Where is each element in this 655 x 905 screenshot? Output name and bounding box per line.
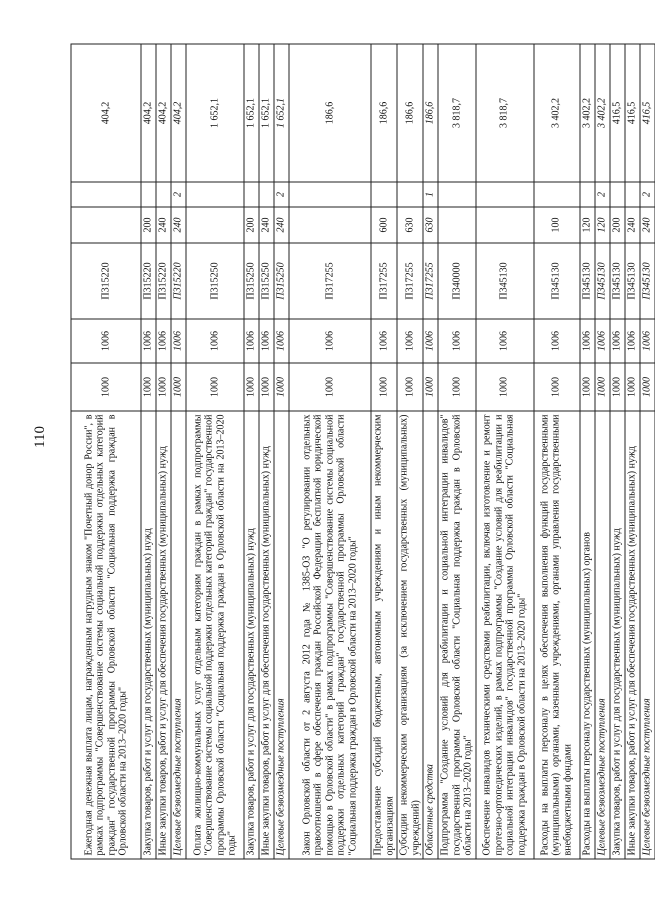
row-name: Закупка товаров, работ и услуг для государственных (муниципальных) нужд [244,411,259,859]
row-target-code: П315250 [259,243,274,319]
row-subsection: 1006 [244,319,259,363]
row-expense-type: 630 [423,207,438,243]
row-amount: 404,2 [141,44,156,182]
row-target-code: П317255 [371,243,397,319]
row-source: 2 [274,182,289,207]
table-row [594,44,609,859]
row-amount: 3 402,2 [594,44,609,182]
row-subsection: 1006 [397,319,423,363]
row-source [289,182,371,207]
table-row [141,44,156,859]
row-amount: 186,6 [289,44,371,182]
row-name: Целевые безвозмездные поступления [274,411,289,859]
budget-table [70,44,655,860]
table-row [533,44,579,859]
row-target-code: П345130 [609,243,624,319]
row-source [71,182,141,207]
row-name: Иные закупки товаров, работ и услуг для обеспечения государственных (муниципальных) нужд [624,411,639,859]
row-target-code: П315250 [274,243,289,319]
row-amount: 1 652,1 [186,44,244,182]
row-source [186,182,244,207]
row-target-code: П317255 [289,243,371,319]
table-row [71,44,141,859]
row-subsection: 1006 [475,319,533,363]
table-row [423,44,438,859]
row-section: 1000 [259,363,274,411]
row-subsection: 1006 [594,319,609,363]
row-expense-type: 240 [274,207,289,243]
row-expense-type [186,207,244,243]
row-subsection: 1006 [156,319,171,363]
table-row [609,44,624,859]
row-name: Закон Орловской области от 2 августа 2012 года № 1385-ОЗ "О регулировании отдельных правоотношений в сфере обеспечения граждан Российской Федерации бесплатной юридической помощью в Орловской области" в рамках подпрограммы "Совершенствование системы социальной поддержки отдельных категорий граждан" государственной программы Орловской области "Социальная поддержка граждан в Орловской области на 2013–2020 годы" [289,411,371,859]
row-name: Расходы на выплаты персоналу государственных (муниципальных) органов [579,411,594,859]
row-source [579,182,594,207]
row-section: 1000 [639,363,654,411]
table-row [579,44,594,859]
row-expense-type: 100 [533,207,579,243]
row-section: 1000 [244,363,259,411]
row-target-code: П315220 [141,243,156,319]
table-row [186,44,244,859]
row-subsection: 1006 [71,319,141,363]
table-row [475,44,533,859]
row-subsection: 1006 [423,319,438,363]
row-section: 1000 [579,363,594,411]
row-target-code: П345130 [594,243,609,319]
row-name: Субсидии некоммерческим организациям (за исключением государственных (муниципальных) учреждений) [397,411,423,859]
row-section: 1000 [533,363,579,411]
row-amount: 416,5 [624,44,639,182]
row-amount: 404,2 [171,44,186,182]
row-expense-type: 200 [609,207,624,243]
row-expense-type: 240 [624,207,639,243]
row-source [533,182,579,207]
row-amount: 404,2 [156,44,171,182]
row-amount: 404,2 [71,44,141,182]
row-name: Закупка товаров, работ и услуг для государственных (муниципальных) нужд [609,411,624,859]
row-subsection: 1006 [579,319,594,363]
row-source: 2 [639,182,654,207]
row-name: Оплата жилищно-коммунальных услуг отдельным категориям граждан в рамках подпрограммы "Совершенствование системы социальной поддержки отдельных категорий граждан" государственной программы Орловской области "Социальная поддержка граждан в Орловской области на 2013–2020 годы" [186,411,244,859]
row-name: Предоставление субсидий бюджетным, автономным учреждениям и иным некоммерческим организациям [371,411,397,859]
table-row [438,44,476,859]
row-section: 1000 [274,363,289,411]
row-target-code: П345130 [533,243,579,319]
table-row [289,44,371,859]
table-row [624,44,639,859]
row-expense-type: 240 [259,207,274,243]
row-amount: 416,5 [639,44,654,182]
table-row [639,44,654,859]
row-target-code: П345130 [639,243,654,319]
row-expense-type [438,207,476,243]
row-section: 1000 [397,363,423,411]
row-target-code: П315220 [156,243,171,319]
row-source [156,182,171,207]
page-number-text: 110 [32,426,48,448]
row-amount: 1 652,1 [259,44,274,182]
row-subsection: 1006 [186,319,244,363]
row-amount: 1 652,1 [244,44,259,182]
row-subsection: 1006 [438,319,476,363]
row-amount: 416,5 [609,44,624,182]
row-section: 1000 [186,363,244,411]
row-expense-type: 200 [141,207,156,243]
row-expense-type [71,207,141,243]
row-name: Обеспечение инвалидов техническими средствами реабилитации, включая изготовление и ремонт протезно-ортопедических изделий, в рамках подпрограммы "Создание условий для реабилитации и социальной интеграции инвалидов" государственной программы Орловской области "Социальная поддержка граждан в Орловской области на 2013–2020 годы" [475,411,533,859]
row-expense-type: 240 [156,207,171,243]
row-section: 1000 [438,363,476,411]
row-amount: 186,6 [423,44,438,182]
row-target-code: П345130 [475,243,533,319]
row-source [141,182,156,207]
row-amount: 3 818,7 [475,44,533,182]
row-section: 1000 [475,363,533,411]
row-target-code: П315250 [244,243,259,319]
row-expense-type: 200 [244,207,259,243]
row-source: 2 [594,182,609,207]
row-expense-type: 120 [579,207,594,243]
row-source: 2 [171,182,186,207]
row-expense-type [475,207,533,243]
row-name: Подпрограмма "Создание условий для реабилитации и социальной интеграции инвалидов" государственной программы Орловской области "Социальная поддержка граждан в Орловской области на 2013–2020 годы" [438,411,476,859]
table-row [397,44,423,859]
row-subsection: 1006 [609,319,624,363]
row-section: 1000 [71,363,141,411]
row-target-code: П315250 [186,243,244,319]
row-name: Расходы на выплаты персоналу в целях обеспечения выполнения функций государственными (муниципальными) органами, казенными учреждениями, органами управления государственными внебюджетными фондами [533,411,579,859]
row-source [609,182,624,207]
row-subsection: 1006 [624,319,639,363]
row-source [624,182,639,207]
row-target-code: П315220 [71,243,141,319]
row-amount: 3 818,7 [438,44,476,182]
table-row [274,44,289,859]
row-section: 1000 [609,363,624,411]
row-subsection: 1006 [141,319,156,363]
row-section: 1000 [594,363,609,411]
row-target-code: П340000 [438,243,476,319]
row-section: 1000 [156,363,171,411]
row-subsection: 1006 [171,319,186,363]
row-subsection: 1006 [533,319,579,363]
row-name: Целевые безвозмездные поступления [639,411,654,859]
row-target-code: П345130 [624,243,639,319]
row-section: 1000 [289,363,371,411]
row-expense-type [289,207,371,243]
table-row [156,44,171,859]
row-source [438,182,476,207]
row-amount: 3 402,2 [533,44,579,182]
row-amount: 186,6 [371,44,397,182]
row-name: Целевые безвозмездные поступления [171,411,186,859]
row-section: 1000 [423,363,438,411]
row-target-code: П315220 [171,243,186,319]
row-name: Ежегодная денежная выплата лицам, награжденным нагрудным знаком "Почетный донор России", в рамках подпрограммы "Совершенствование системы социальной поддержки отдельных категорий граждан" государственной программы Орловской области "Социальная поддержка граждан в Орловской области на 2013–2020 годы" [71,411,141,859]
row-source [244,182,259,207]
row-amount: 3 402,2 [579,44,594,182]
row-subsection: 1006 [639,319,654,363]
row-target-code: П345130 [579,243,594,319]
row-amount: 1 652,1 [274,44,289,182]
row-source: 1 [423,182,438,207]
row-subsection: 1006 [259,319,274,363]
row-source [259,182,274,207]
row-source [397,182,423,207]
row-section: 1000 [171,363,186,411]
row-target-code: П317255 [423,243,438,319]
row-section: 1000 [371,363,397,411]
row-amount: 186,6 [397,44,423,182]
row-name: Иные закупки товаров, работ и услуг для обеспечения государственных (муниципальных) нужд [156,411,171,859]
row-name: Закупка товаров, работ и услуг для государственных (муниципальных) нужд [141,411,156,859]
row-name: Целевые безвозмездные поступления [594,411,609,859]
table-row [259,44,274,859]
row-expense-type: 600 [371,207,397,243]
table-row [244,44,259,859]
row-source [475,182,533,207]
row-target-code: П317255 [397,243,423,319]
row-name: Областные средства [423,411,438,859]
row-expense-type: 120 [594,207,609,243]
row-section: 1000 [141,363,156,411]
row-subsection: 1006 [371,319,397,363]
table-row [171,44,186,859]
row-source [371,182,397,207]
table-row [371,44,397,859]
row-expense-type: 630 [397,207,423,243]
row-section: 1000 [624,363,639,411]
row-subsection: 1006 [289,319,371,363]
budget-table-container [70,45,652,860]
row-expense-type: 240 [171,207,186,243]
row-expense-type: 240 [639,207,654,243]
row-name: Иные закупки товаров, работ и услуг для обеспечения государственных (муниципальных) нужд [259,411,274,859]
row-subsection: 1006 [274,319,289,363]
